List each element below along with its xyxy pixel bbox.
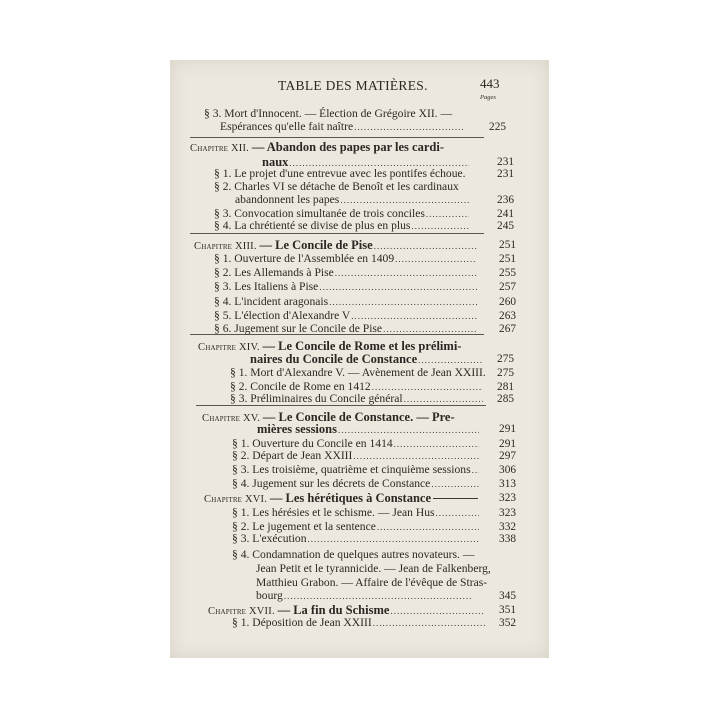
chapter-heading [204, 491, 480, 505]
toc-entry [214, 252, 478, 266]
dot-leader [338, 423, 479, 437]
dot-leader [335, 266, 477, 280]
page-ref: 281 [497, 381, 514, 393]
page-ref: 291 [499, 423, 516, 435]
entry-text: § 6. Jugement sur le Concile de Pise [214, 322, 383, 335]
toc-entry [230, 392, 484, 406]
entry-text: Matthieu Grabon. — Affaire de l'évêque de Stras- [256, 576, 488, 589]
entry-text: § 1. Le projet d'une entrevue avec les pontifes échoue. [214, 167, 466, 180]
page-ref: 267 [499, 323, 516, 335]
toc-entry [235, 193, 470, 207]
entry-text: Espérances qu'elle fait naître [220, 120, 354, 133]
entry-text: § 3. Les troisième, quatrième et cinquième sessions [232, 463, 471, 476]
dot-leader [436, 506, 479, 520]
toc-entry [232, 532, 480, 546]
toc-entry [214, 167, 470, 181]
page-ref: 275 [497, 353, 514, 365]
entry-text: § 4. Condamnation de quelques autres novateurs. — [232, 548, 475, 561]
chapter-heading [208, 603, 486, 617]
toc-entry [256, 576, 490, 590]
entry-text: § 2. Les Allemands à Pise [214, 266, 334, 279]
chapter-number: Chapitre XII. [190, 143, 252, 154]
page-ref: 313 [499, 478, 516, 490]
entry-text: Jean Petit et le tyrannicide. — Jean de Falkenberg, [256, 562, 491, 575]
chapter-separator [190, 137, 484, 138]
toc-entry [214, 219, 470, 233]
page-ref: 352 [499, 617, 516, 629]
entry-text: § 2. Charles VI se détache de Benoît et les cardinaux [214, 180, 459, 193]
toc-entry [232, 449, 480, 463]
toc-entry [232, 548, 490, 562]
page-ref: 323 [499, 492, 516, 504]
entry-text: § 5. L'élection d'Alexandre V [214, 309, 351, 322]
entry-text: § 2. Le jugement et la sentence [232, 520, 376, 533]
chapter-title: naux [262, 155, 289, 169]
toc-entry [232, 477, 480, 491]
chapter-number: Chapitre XVI. [204, 494, 270, 505]
chapter-title: naires du Concile de Constance [250, 352, 418, 366]
chapter-title: — Le Concile de Rome et les prélimi- [262, 339, 462, 353]
toc-entry [214, 295, 478, 309]
chapter-number: Chapitre XIV. [198, 342, 263, 353]
page-ref: 306 [499, 464, 516, 476]
chapter-number: Chapitre XIII. [194, 241, 260, 252]
toc-entry [256, 589, 474, 603]
page-ref: 285 [497, 393, 514, 405]
toc-entry [214, 322, 478, 336]
chapter-separator [190, 233, 484, 234]
page-ref: 245 [497, 220, 514, 232]
page-ref: 297 [499, 450, 516, 462]
toc-entry [214, 280, 478, 294]
entry-text: § 3. Les Italiens à Pise [214, 280, 319, 293]
page-ref: 255 [499, 267, 516, 279]
entry-text: § 1. Ouverture du Concile en 1414 [232, 437, 393, 450]
chapter-number: Chapitre XV. [202, 413, 263, 424]
page-ref: 241 [497, 208, 514, 220]
page-ref: 323 [499, 507, 516, 519]
toc-entry [232, 463, 480, 477]
dot-leader [340, 193, 469, 207]
page-ref: 257 [499, 281, 516, 293]
dot-leader [431, 477, 479, 491]
chapter-heading [194, 238, 478, 252]
page-ref: 236 [497, 194, 514, 206]
chapter-title: — Le Concile de Constance. — Pre- [262, 410, 455, 424]
entry-text: § 2. Concile de Rome en 1412 [230, 380, 371, 393]
toc-entry [214, 180, 470, 194]
chapter-title: — Le Concile de Pise [259, 238, 373, 252]
toc-entry [232, 616, 486, 630]
page-ref: 332 [499, 521, 516, 533]
entry-text: § 4. L'incident aragonais [214, 295, 329, 308]
dot-leader [308, 532, 479, 546]
entry-text: § 3. Préliminaires du Concile général [230, 392, 403, 405]
dot-leader [329, 295, 477, 309]
chapter-title: — Abandon des papes par les cardi- [251, 140, 444, 154]
page-title: TABLE DES MATIÈRES. [278, 78, 428, 93]
chapter-number: Chapitre XVII. [208, 606, 278, 617]
pages-column-label: Pages [480, 94, 496, 101]
dot-leader [418, 353, 483, 367]
dot-leader [472, 463, 479, 477]
dot-leader [353, 449, 479, 463]
dot-leader [404, 392, 483, 406]
entry-text: § 3. Convocation simultanée de trois conciles [214, 207, 425, 220]
entry-text: § 1. Les hérésies et le schisme. — Jean Hus [232, 506, 435, 519]
dot-leader [411, 219, 469, 233]
dot-leader [383, 322, 477, 336]
toc-entry [220, 120, 464, 134]
toc-entry [230, 366, 484, 380]
chapter-title: mières sessions [257, 422, 337, 436]
entry-text: bourg [256, 589, 283, 602]
toc-entry [250, 352, 484, 366]
dot-leader [351, 309, 477, 323]
page-ref: 231 [497, 156, 514, 168]
toc-entry [214, 309, 478, 323]
entry-text: § 3. L'exécution [232, 532, 307, 545]
chapter-title: — La fin du Schisme [277, 603, 390, 617]
entry-text: § 2. Départ de Jean XXIII [232, 449, 353, 462]
toc-entry [256, 562, 490, 576]
leader-line [433, 498, 478, 499]
page-ref: 345 [499, 590, 516, 602]
page-ref: 275 [497, 367, 514, 379]
dot-leader [373, 616, 485, 630]
toc-entry [214, 266, 478, 280]
entry-text: abandonnent les papes [235, 193, 340, 206]
page-ref: 225 [489, 121, 506, 133]
page-ref: 351 [499, 604, 516, 616]
dot-leader [395, 252, 477, 266]
page-ref: 263 [499, 310, 516, 322]
page-ref: 260 [499, 296, 516, 308]
dot-leader [354, 120, 463, 134]
page-number: 443 [480, 76, 500, 91]
entry-text: § 1. Déposition de Jean XXIII [232, 616, 372, 629]
chapter-heading [190, 140, 476, 154]
chapter-title: — Les hérétiques à Constance [269, 491, 432, 505]
entry-text: § 4. Jugement sur les décrets de Constance [232, 477, 431, 490]
entry-text: § 1. Ouverture de l'Assemblée en 1409 [214, 252, 395, 265]
toc-entry [204, 107, 464, 121]
entry-text: § 1. Mort d'Alexandre V. — Avènement de Jean XXIII. [230, 366, 486, 379]
dot-leader [284, 589, 473, 603]
page-ref: 338 [499, 533, 516, 545]
dot-leader [374, 239, 477, 253]
entry-text: § 4. La chrétienté se divise de plus en plus [214, 219, 411, 232]
toc-entry [232, 506, 480, 520]
toc-entry [257, 422, 480, 436]
page-ref: 291 [499, 438, 516, 450]
entry-text: § 3. Mort d'Innocent. — Élection de Grégoire XII. — [204, 107, 453, 120]
page-ref: 251 [499, 239, 516, 251]
page-ref: 231 [497, 168, 514, 180]
page-ref: 251 [499, 253, 516, 265]
dot-leader [319, 280, 477, 294]
chapter-heading [198, 339, 490, 353]
